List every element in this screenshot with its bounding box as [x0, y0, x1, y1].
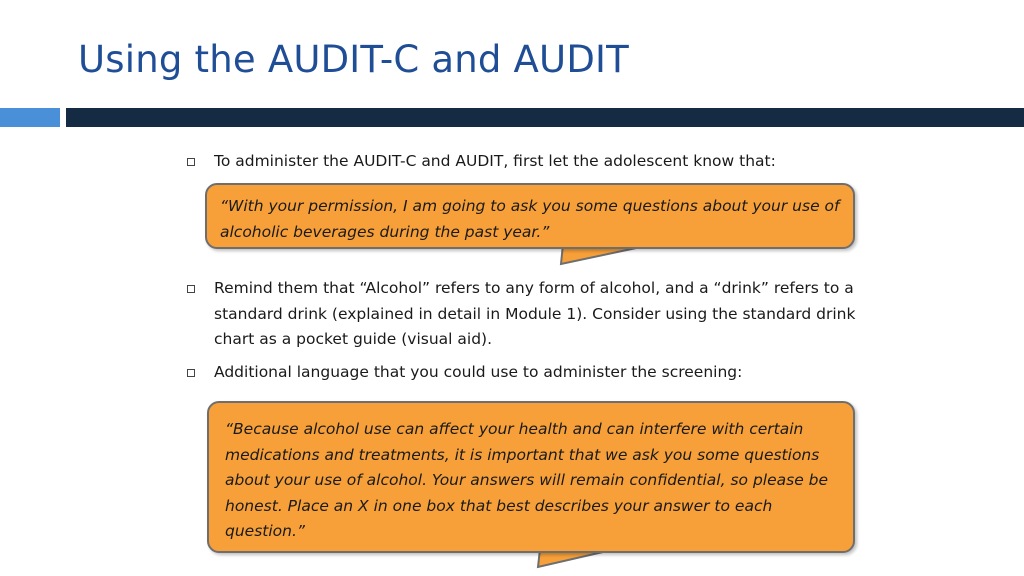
- square-bullet-icon: [187, 158, 195, 166]
- bullet-text: Remind them that “Alcohol” refers to any form of alcohol, and a “drink” refers to a standard drink (explained in detail in Module 1). Consider using the standard drink chart as a pocket guide (visual aid).: [214, 279, 856, 348]
- slide-title: Using the AUDIT-C and AUDIT: [78, 38, 629, 81]
- bullet-item: [187, 149, 867, 175]
- bullet-text: Additional language that you could use to administer the screening:: [214, 363, 743, 381]
- header-accent-bar: [0, 108, 60, 127]
- header-divider-bar: [66, 108, 1024, 127]
- bullet-text: To administer the AUDIT-C and AUDIT, first let the adolescent know that:: [214, 152, 776, 170]
- callout-quote-confidentiality: [207, 401, 855, 553]
- square-bullet-icon: [187, 369, 195, 377]
- bullet-item: [187, 276, 867, 353]
- callout-text: “Because alcohol use can affect your health and can interfere with certain medications and treatments, it is important that we ask you some questions about your use of alcohol. Your answers will remain confidential, so please be honest. Place an X in one box that best describes your answer to each question.”: [225, 420, 829, 540]
- callout-text: “With your permission, I am going to ask you some questions about your use of alcoholic beverages during the past year.”: [220, 197, 840, 241]
- bullet-item: [187, 360, 867, 386]
- callout-quote-permission: [205, 183, 855, 249]
- square-bullet-icon: [187, 285, 195, 293]
